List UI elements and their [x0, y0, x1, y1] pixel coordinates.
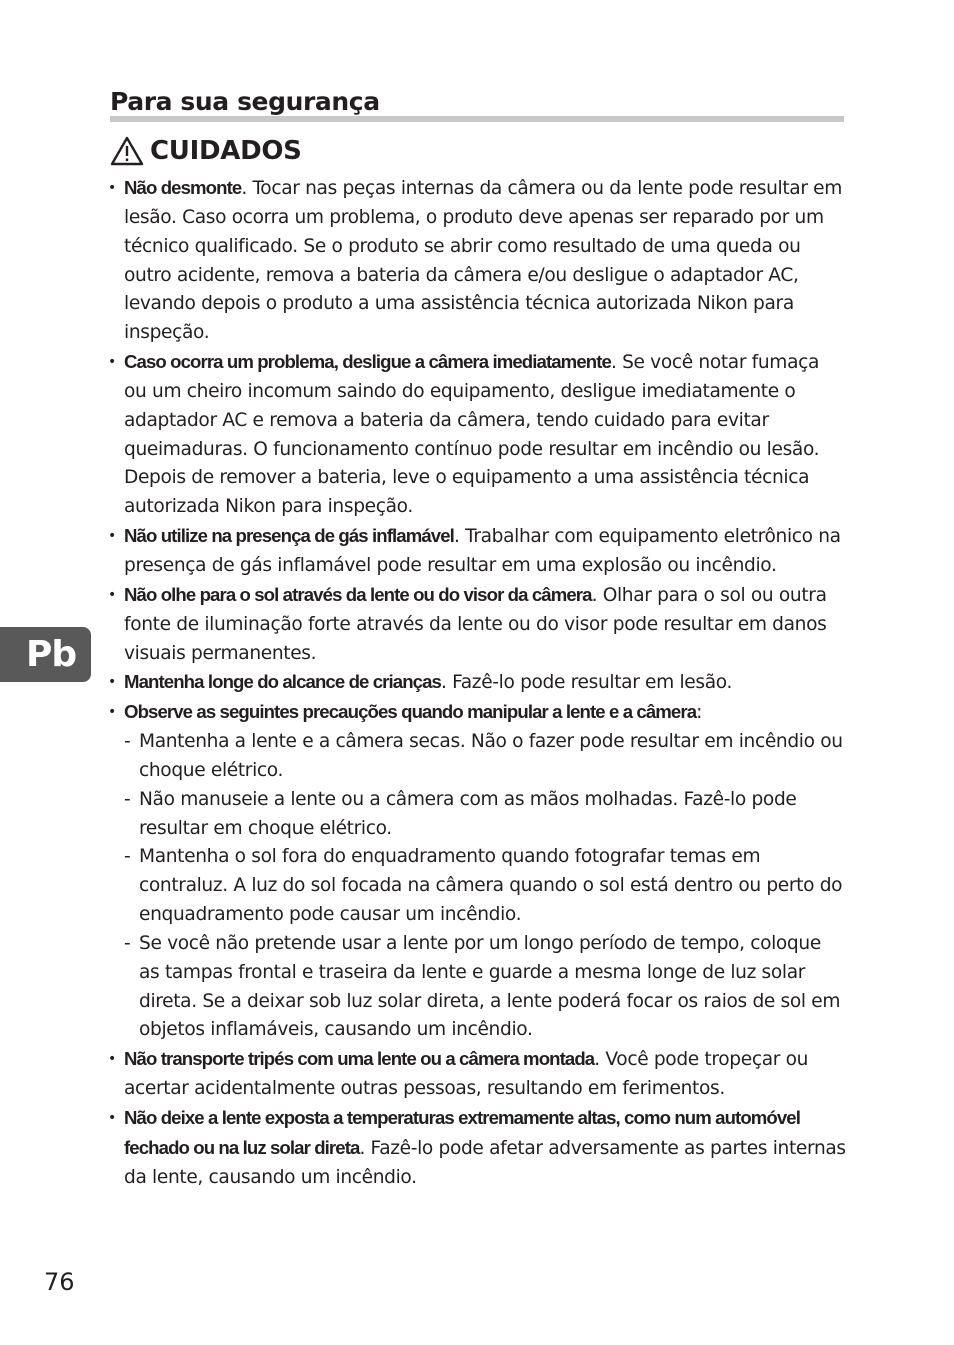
- item-title: Caso ocorra um problema, desligue a câmera imediatamente: [124, 351, 611, 373]
- item-title: Observe as seguintes precauções quando manipular a lente e a câmera: [124, 701, 697, 723]
- item-text: . Se você notar fumaça ou um cheiro incomum saindo do equipamento, desligue imediatamente o adaptador AC e remova a bateria da câmera, tendo cuidado para evitar queimaduras. O funcionamento contínuo pode resultar em incêndio ou lesão. Depois de remover a bateria, leve o equipamento a uma assistência técnica autorizada Nikon para inspeção.: [124, 352, 820, 518]
- list-item: [106, 1104, 846, 1193]
- item-title: Não utilize na presença de gás inflamável: [124, 525, 454, 547]
- list-item: [106, 668, 846, 698]
- item-text: . Fazê-lo pode afetar adversamente as partes internas da lente, causando um incêndio.: [124, 1137, 846, 1188]
- page-number: 76: [44, 1268, 75, 1296]
- item-title: Não transporte tripés com uma lente ou a câmera montada: [124, 1048, 595, 1070]
- sub-list: [124, 728, 846, 1045]
- sub-list-item: - Mantenha a lente e a câmera secas. Não o fazer pode resultar em incêndio ou choque elétrico.: [124, 728, 846, 786]
- item-text: . Tocar nas peças internas da câmera ou da lente pode resultar em lesão. Caso ocorra um problema, o produto deve apenas ser reparado por um técnico qualificado. Se o produto se abrir como resultado de uma queda ou outro acidente, remova a bateria da câmera e/ou desligue o adaptador AC, levando depois o produto a uma assistência técnica autorizada Nikon para inspeção.: [124, 178, 843, 344]
- caution-heading-text: CUIDADOS: [150, 136, 302, 166]
- sub-list-item: - Mantenha o sol fora do enquadramento quando fotografar temas em contraluz. A luz do sol focada na câmera quando o sol está dentro ou perto do enquadramento pode causar um incêndio.: [124, 843, 846, 930]
- item-text: . Trabalhar com equipamento eletrônico na presença de gás inflamável pode resultar em uma explosão ou incêndio.: [124, 526, 841, 576]
- list-item: [106, 174, 846, 348]
- item-text: . Olhar para o sol ou outra fonte de iluminação forte através da lente ou do visor pode resultar em danos visuais permanentes.: [124, 584, 827, 664]
- list-item: [106, 698, 846, 1045]
- item-text: . Fazê-lo pode resultar em lesão.: [441, 672, 733, 694]
- list-item: [106, 1045, 846, 1104]
- caution-list: [106, 174, 846, 1193]
- page-title: Para sua segurança: [110, 87, 380, 116]
- item-title: Não deixe a lente exposta a temperaturas extremamente altas, como num automóvel fechado ou na luz solar direta: [124, 1107, 801, 1158]
- warning-triangle-icon: [110, 136, 144, 166]
- title-rule: [110, 116, 844, 122]
- item-title: Mantenha longe do alcance de crianças: [124, 671, 441, 693]
- item-title: Não desmonte: [124, 177, 242, 198]
- caution-heading: [110, 133, 302, 169]
- list-item: [106, 581, 846, 669]
- item-text: :: [696, 702, 703, 724]
- item-text: . Você pode tropeçar ou acertar acidentalmente outras pessoas, resultando em ferimentos.: [124, 1049, 809, 1100]
- language-tab: Pb: [0, 627, 91, 682]
- item-title: Não olhe para o sol através da lente ou do visor da câmera: [124, 583, 592, 605]
- list-item: [106, 522, 846, 581]
- list-item: [106, 348, 846, 522]
- sub-list-item: - Não manuseie a lente ou a câmera com as mãos molhadas. Fazê-lo pode resultar em choque elétrico.: [124, 786, 846, 844]
- sub-list-item: - Se você não pretende usar a lente por um longo período de tempo, coloque as tampas frontal e traseira da lente e guarde a mesma longe de luz solar direta. Se a deixar sob luz solar direta, a lente poderá focar os raios de sol em objetos inflamáveis, causando um incêndio.: [124, 930, 846, 1045]
